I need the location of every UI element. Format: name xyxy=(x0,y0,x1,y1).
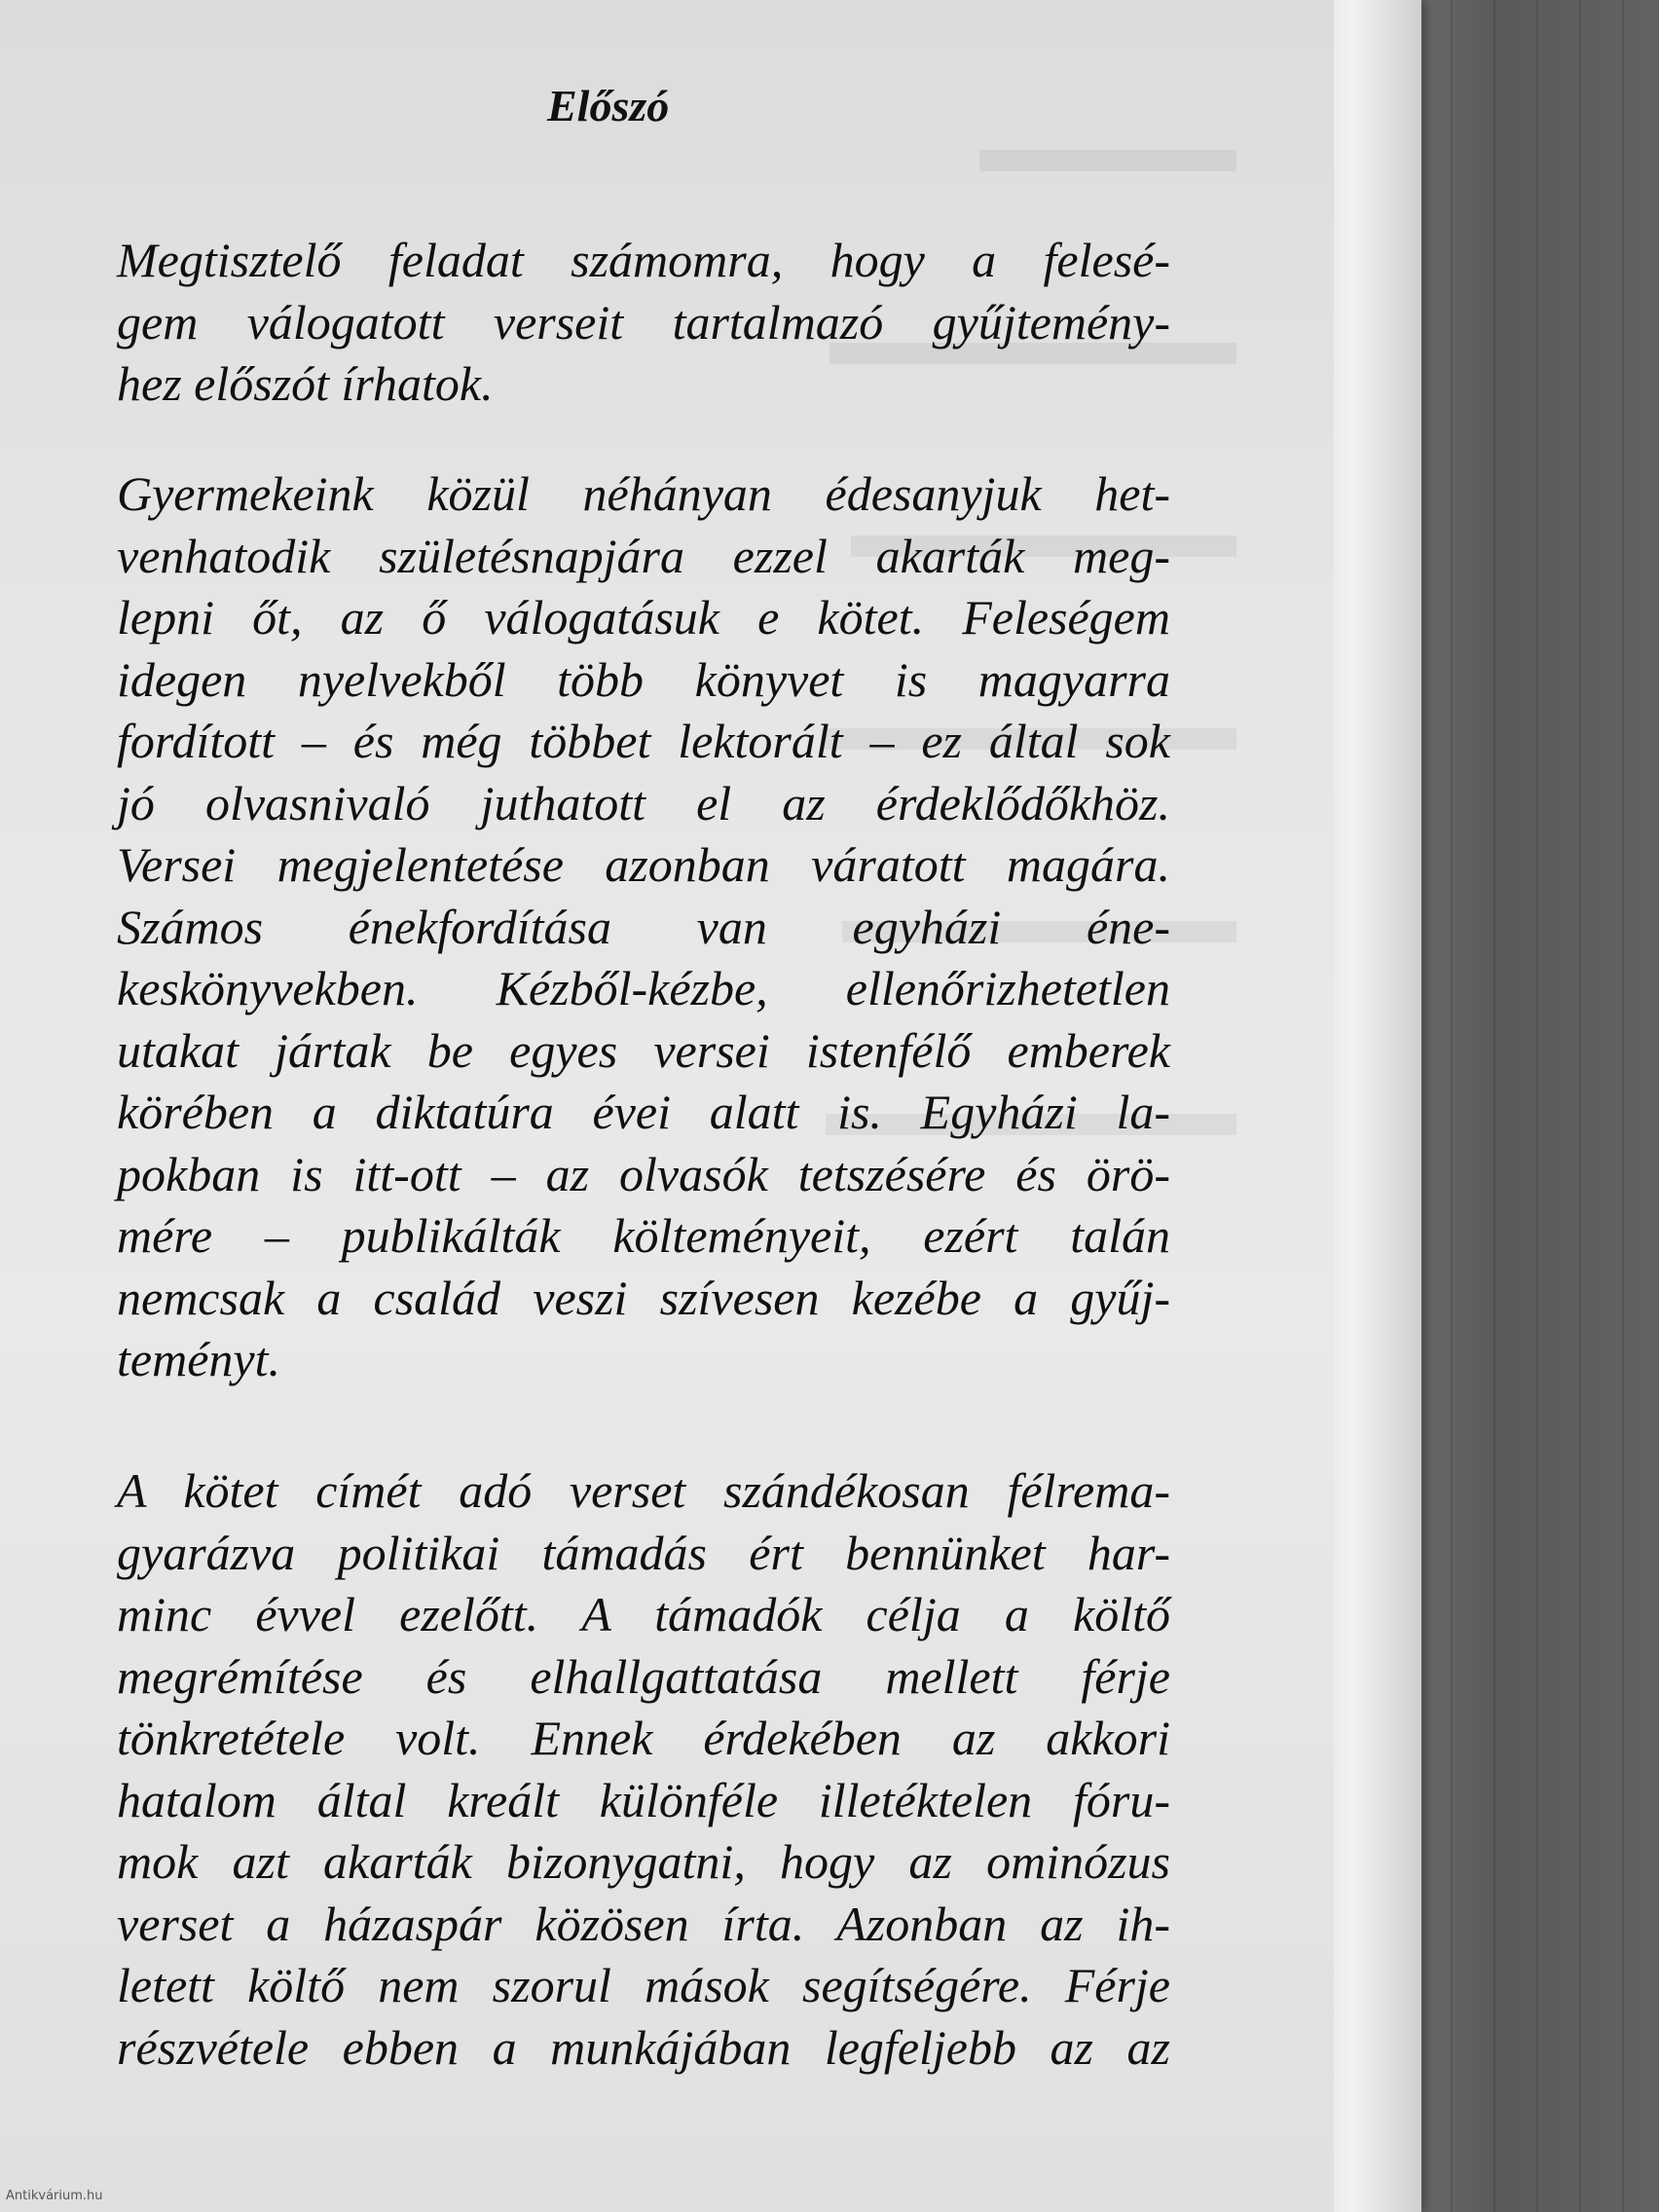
text-line: részvétele ebben a munkájában legfeljebb az az xyxy=(117,2019,1170,2075)
text-line: gyarázva politikai támadás ért bennünket har- xyxy=(117,1525,1170,1580)
text-line: körében a diktatúra évei alatt is. Egyházi la- xyxy=(117,1085,1170,1139)
text-line: gem válogatott verseit tartalmazó gyűjtemény- xyxy=(117,294,1170,350)
text-line: lepni őt, az ő válogatásuk e kötet. Feleségem xyxy=(117,590,1170,645)
text-line: venhatodik születésnapjára ezzel akarták meg- xyxy=(117,528,1170,583)
page-heading: Előszó xyxy=(547,81,670,130)
text-line: teményt. xyxy=(117,1332,280,1386)
text-line: hatalom által kreált különféle illetéktelen fóru- xyxy=(117,1772,1170,1827)
paragraph-3 xyxy=(117,1460,1170,2079)
text-line: Gyermekeink közül néhányan édesanyjuk het- xyxy=(117,466,1170,521)
text-line: pokban is itt-ott – az olvasók tetszésére és örö- xyxy=(117,1146,1170,1201)
text-line: verset a házaspár közösen írta. Azonban az ih- xyxy=(117,1896,1170,1951)
watermark: Antikvárium.hu xyxy=(6,2189,103,2203)
text-line: keskönyvekben. Kézből-kézbe, ellenőrizhetetlen xyxy=(117,961,1170,1015)
text-line: mére – publikálták költeményeit, ezért talán xyxy=(117,1208,1170,1263)
text-line: A kötet címét adó verset szándékosan félrema- xyxy=(117,1463,1170,1518)
text-line: letett költő nem szorul mások segítségére. Férje xyxy=(117,1958,1170,2012)
text-line: tönkretétele volt. Ennek érdekében az akkori xyxy=(117,1711,1170,1765)
text-line: utakat jártak be egyes versei istenfélő emberek xyxy=(117,1022,1170,1078)
text-line: minc évvel ezelőtt. A támadók célja a költő xyxy=(117,1587,1170,1641)
text-line: Megtisztelő feladat számomra, hogy a felesé- xyxy=(117,233,1170,287)
text-line: nemcsak a család veszi szívesen kezébe a gyűj- xyxy=(117,1270,1170,1325)
text-line: idegen nyelvekből több könyvet is magyarra xyxy=(117,651,1170,707)
text-line: jó olvasnivaló juthatott el az érdeklődőkhöz. xyxy=(117,775,1170,830)
text-line: hez előszót írhatok. xyxy=(117,356,494,411)
background-texture xyxy=(1451,0,1659,2212)
paragraph-1 xyxy=(117,230,1170,416)
paragraph-2 xyxy=(117,463,1170,1391)
text-line: Versei megjelentetése azonban váratott magára. xyxy=(117,837,1170,892)
text-line: megrémítése és elhallgattatása mellett férje xyxy=(117,1648,1170,1704)
text-line: mok azt akarták bizonygatni, hogy az ominózus xyxy=(117,1834,1170,1889)
text-line: Számos énekfordítása van egyházi éne- xyxy=(117,899,1170,954)
text-line: fordított – és még többet lektorált – ez által sok xyxy=(117,714,1170,768)
